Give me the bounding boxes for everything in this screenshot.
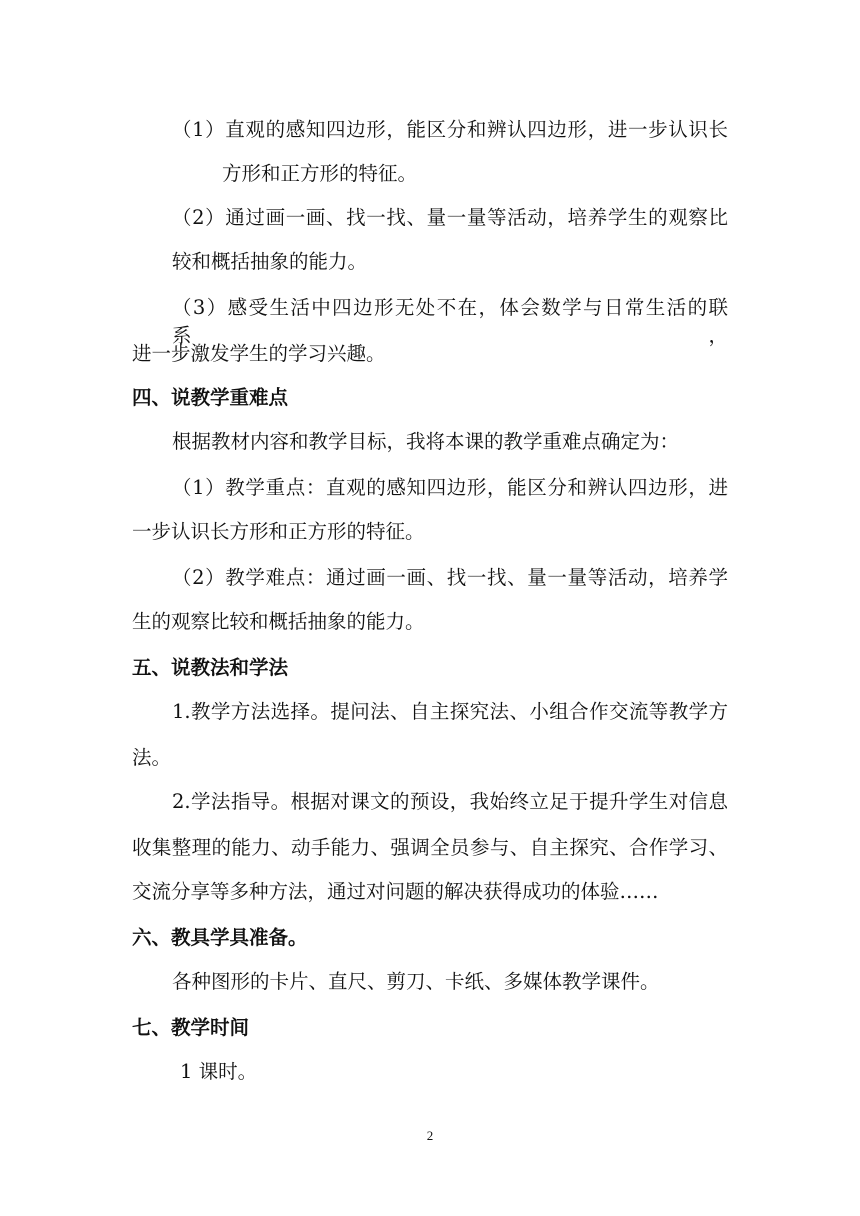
objective-1-line-2: 方形和正方形的特征。	[222, 162, 418, 185]
section-7-heading: 七、教学时间	[132, 1016, 250, 1039]
key-point-line-2: 一步认识长方形和正方形的特征。	[132, 520, 425, 543]
difficult-point-line-1: （2）教学难点：通过画一画、找一找、量一量等活动，培养学	[172, 566, 728, 589]
key-point-line-1: （1）教学重点：直观的感知四边形，能区分和辨认四边形，进	[172, 476, 728, 499]
objective-1-line-1: （1）直观的感知四边形，能区分和辨认四边形，进一步认识长	[172, 118, 728, 141]
teaching-method-line-2: 法。	[132, 746, 172, 769]
page-number: 2	[426, 1128, 434, 1143]
teaching-method-line-1: 1.教学方法选择。提问法、自主探究法、小组合作交流等教学方	[172, 700, 728, 723]
teaching-aids-text: 各种图形的卡片、直尺、剪刀、卡纸、多媒体教学课件。	[172, 970, 660, 993]
objective-3-line-2: 进一步激发学生的学习兴趣。	[132, 342, 386, 365]
section-5-heading: 五、说教法和学法	[132, 656, 289, 679]
section-4-heading: 四、说教学重难点	[132, 386, 289, 409]
section-6-heading: 六、教具学具准备。	[132, 926, 308, 949]
difficult-point-line-2: 生的观察比较和概括抽象的能力。	[132, 610, 425, 633]
learning-method-line-3: 交流分享等多种方法，通过对问题的解决获得成功的体验……	[132, 880, 659, 903]
objective-3-line-1: （3）感受生活中四边形无处不在，体会数学与日常生活的联系，	[172, 296, 728, 347]
objective-2-line-2: 较和概括抽象的能力。	[172, 250, 368, 273]
objective-2-line-1: （2）通过画一画、找一找、量一量等活动，培养学生的观察比	[172, 206, 728, 229]
section-4-intro: 根据教材内容和教学目标，我将本课的教学重难点确定为：	[172, 430, 680, 453]
learning-method-line-1: 2.学法指导。根据对课文的预设，我始终立足于提升学生对信息	[172, 790, 728, 813]
learning-method-line-2: 收集整理的能力、动手能力、强调全员参与、自主探究、合作学习、	[132, 836, 728, 859]
teaching-time-text: 1 课时。	[180, 1060, 258, 1083]
